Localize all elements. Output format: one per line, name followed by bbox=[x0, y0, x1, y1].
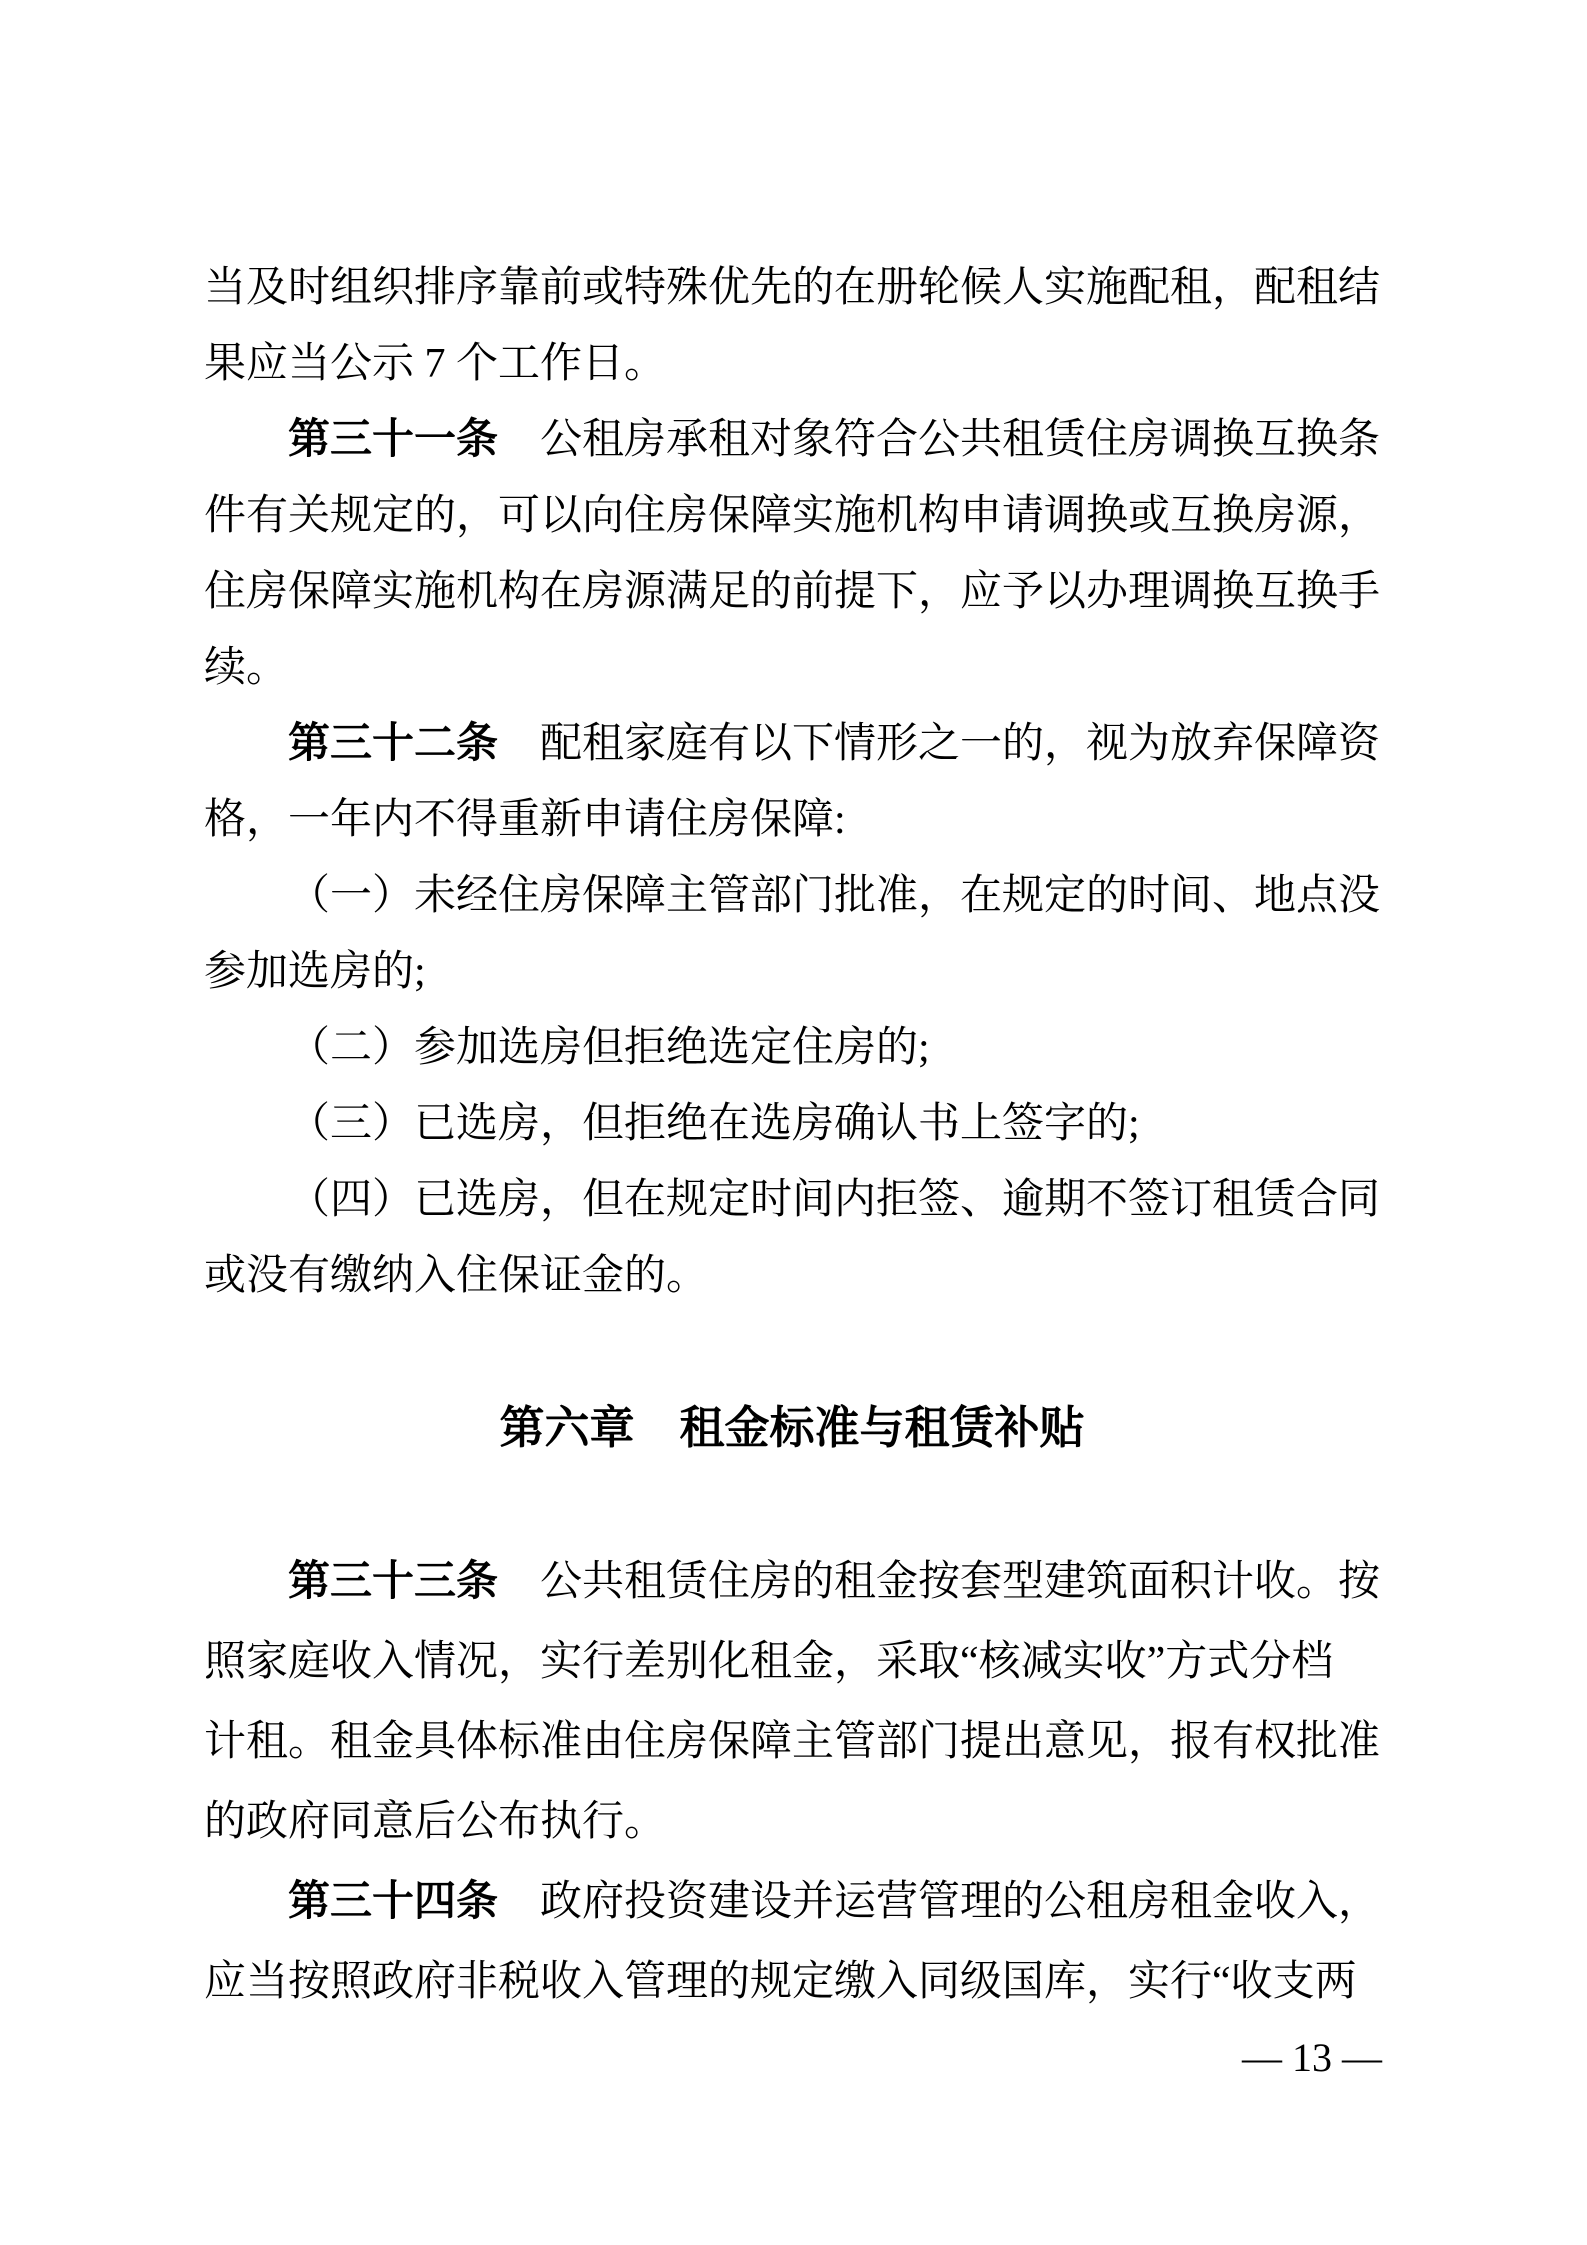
text-line bbox=[204, 1542, 1380, 1622]
chapter-heading: 第六章 租金标准与租赁补贴 bbox=[499, 1402, 1085, 1453]
text-line: （二）参加选房但拒绝选定住房的; bbox=[288, 1025, 930, 1071]
text-line: 果应当公示 7 个工作日。 bbox=[204, 341, 667, 387]
page-number: — 13 — bbox=[1242, 2035, 1382, 2080]
text-line bbox=[204, 1862, 1380, 1942]
text-line: 件有关规定的，可以向住房保障实施机构申请调换或互换房源， bbox=[204, 493, 1381, 539]
text-line bbox=[204, 402, 1380, 478]
text-line: 参加选房的; bbox=[204, 949, 426, 995]
text-line: （三）已选房，但拒绝在选房确认书上签字的; bbox=[288, 1101, 1140, 1147]
text-line: 或没有缴纳入住保证金的。 bbox=[204, 1253, 709, 1299]
text-line: 住房保障实施机构在房源满足的前提下，应予以办理调换互换手 bbox=[204, 569, 1381, 615]
text-line: 照家庭收入情况，实行差别化租金，采取“核减实收”方式分档 bbox=[204, 1639, 1334, 1685]
text-line: 计租。租金具体标准由住房保障主管部门提出意见，报有权批准 bbox=[204, 1719, 1381, 1765]
article-number-bold: 第三十一条 bbox=[288, 417, 499, 463]
text-line bbox=[204, 706, 1380, 782]
line-text: 公租房承租对象符合公共租赁住房调换互换条 bbox=[498, 417, 1381, 463]
text-line: （四）已选房，但在规定时间内拒签、逾期不签订租赁合同 bbox=[288, 1177, 1381, 1223]
line-text: 配租家庭有以下情形之一的，视为放弃保障资 bbox=[498, 721, 1381, 767]
text-line: 应当按照政府非税收入管理的规定缴入同级国库，实行“收支两 bbox=[204, 1959, 1357, 2005]
text-line: 的政府同意后公布执行。 bbox=[204, 1799, 667, 1845]
text-block bbox=[204, 250, 1380, 2022]
text-line: （一）未经住房保障主管部门批准，在规定的时间、地点没 bbox=[288, 873, 1381, 919]
article-number-bold: 第三十二条 bbox=[288, 721, 499, 767]
article-number-bold: 第三十三条 bbox=[288, 1559, 499, 1605]
line-text: 公共租赁住房的租金按套型建筑面积计收。按 bbox=[498, 1559, 1381, 1605]
line-text: 政府投资建设并运营管理的公租房租金收入， bbox=[498, 1879, 1381, 1925]
text-line: 格，一年内不得重新申请住房保障: bbox=[204, 797, 846, 843]
article-number-bold: 第三十四条 bbox=[288, 1879, 499, 1925]
text-line: 续。 bbox=[204, 645, 289, 691]
text-line: 当及时组织排序靠前或特殊优先的在册轮候人实施配租，配租结 bbox=[204, 265, 1381, 311]
